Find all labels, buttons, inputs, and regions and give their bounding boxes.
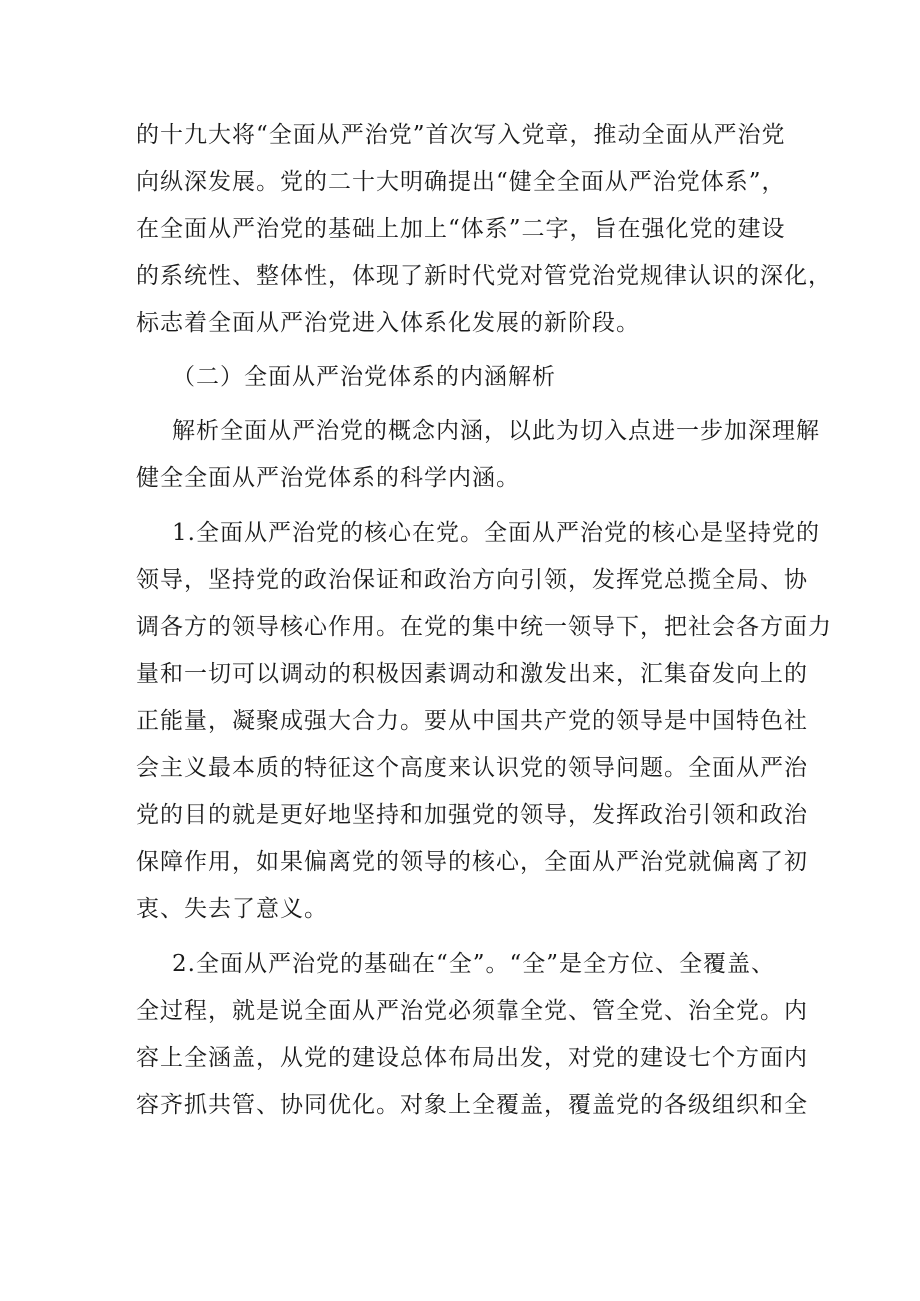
- text-line: 1.全面从严治党的核心在党。全面从严治党的核心是坚持党的: [172, 520, 820, 546]
- paragraph-spacer: [136, 502, 796, 510]
- text-line: 健全全面从严治党体系的科学内涵。: [136, 465, 520, 491]
- paragraph-spacer: [136, 347, 796, 354]
- text-line: 衷、失去了意义。: [136, 896, 328, 922]
- text-line: 向纵深发展。党的二十大明确提出“健全全面从严治党体系”，: [136, 169, 786, 195]
- text-line: 在全面从严治党的基础上加上“体系”二字，旨在强化党的建设: [136, 216, 786, 242]
- paragraph-section-intro: [136, 408, 820, 502]
- text-line: 容齐抓共管、协同优化。对象上全覆盖，覆盖党的各级组织和全: [136, 1092, 808, 1118]
- document-body: [136, 112, 832, 1129]
- text-line: 容上全涵盖，从党的建设总体布局出发，对党的建设七个方面内: [136, 1045, 808, 1071]
- text-line: 领导，坚持党的政治保证和政治方向引领，发挥党总揽全局、协: [136, 567, 808, 593]
- text-line: 会主义最本质的特征这个高度来认识党的领导问题。全面从严治: [136, 755, 808, 781]
- paragraph-point-2: [136, 941, 808, 1129]
- text-line: 的十九大将“全面从严治党”首次写入党章，推动全面从严治党: [136, 122, 786, 148]
- text-line: 解析全面从严治党的概念内涵，以此为切入点进一步加深理解: [172, 418, 820, 444]
- paragraph-point-1: [136, 510, 832, 933]
- paragraph-spacer: [136, 933, 796, 941]
- text-line: 全过程，就是说全面从严治党必须靠全党、管全党、治全党。内: [136, 998, 808, 1024]
- text-line: 的系统性、整体性，体现了新时代党对管党治党规律认识的深化，: [136, 263, 832, 289]
- text-line: 标志着全面从严治党进入体系化发展的新阶段。: [136, 310, 640, 336]
- text-line: 2.全面从严治党的基础在“全”。“全”是全方位、全覆盖、: [172, 951, 775, 977]
- text-line: 量和一切可以调动的积极因素调动和激发出来，汇集奋发向上的: [136, 661, 808, 687]
- paragraph-spacer: [136, 401, 796, 408]
- text-line: 调各方的领导核心作用。在党的集中统一领导下，把社会各方面力: [136, 614, 832, 640]
- section-heading-2: [136, 354, 796, 401]
- text-line: 正能量，凝聚成强大合力。要从中国共产党的领导是中国特色社: [136, 708, 808, 734]
- paragraph-intro-continued: [136, 112, 832, 347]
- text-line: 党的目的就是更好地坚持和加强党的领导，发挥政治引领和政治: [136, 802, 808, 828]
- text-line: 保障作用，如果偏离党的领导的核心，全面从严治党就偏离了初: [136, 849, 808, 875]
- heading-text: （二）全面从严治党体系的内涵解析: [172, 364, 556, 390]
